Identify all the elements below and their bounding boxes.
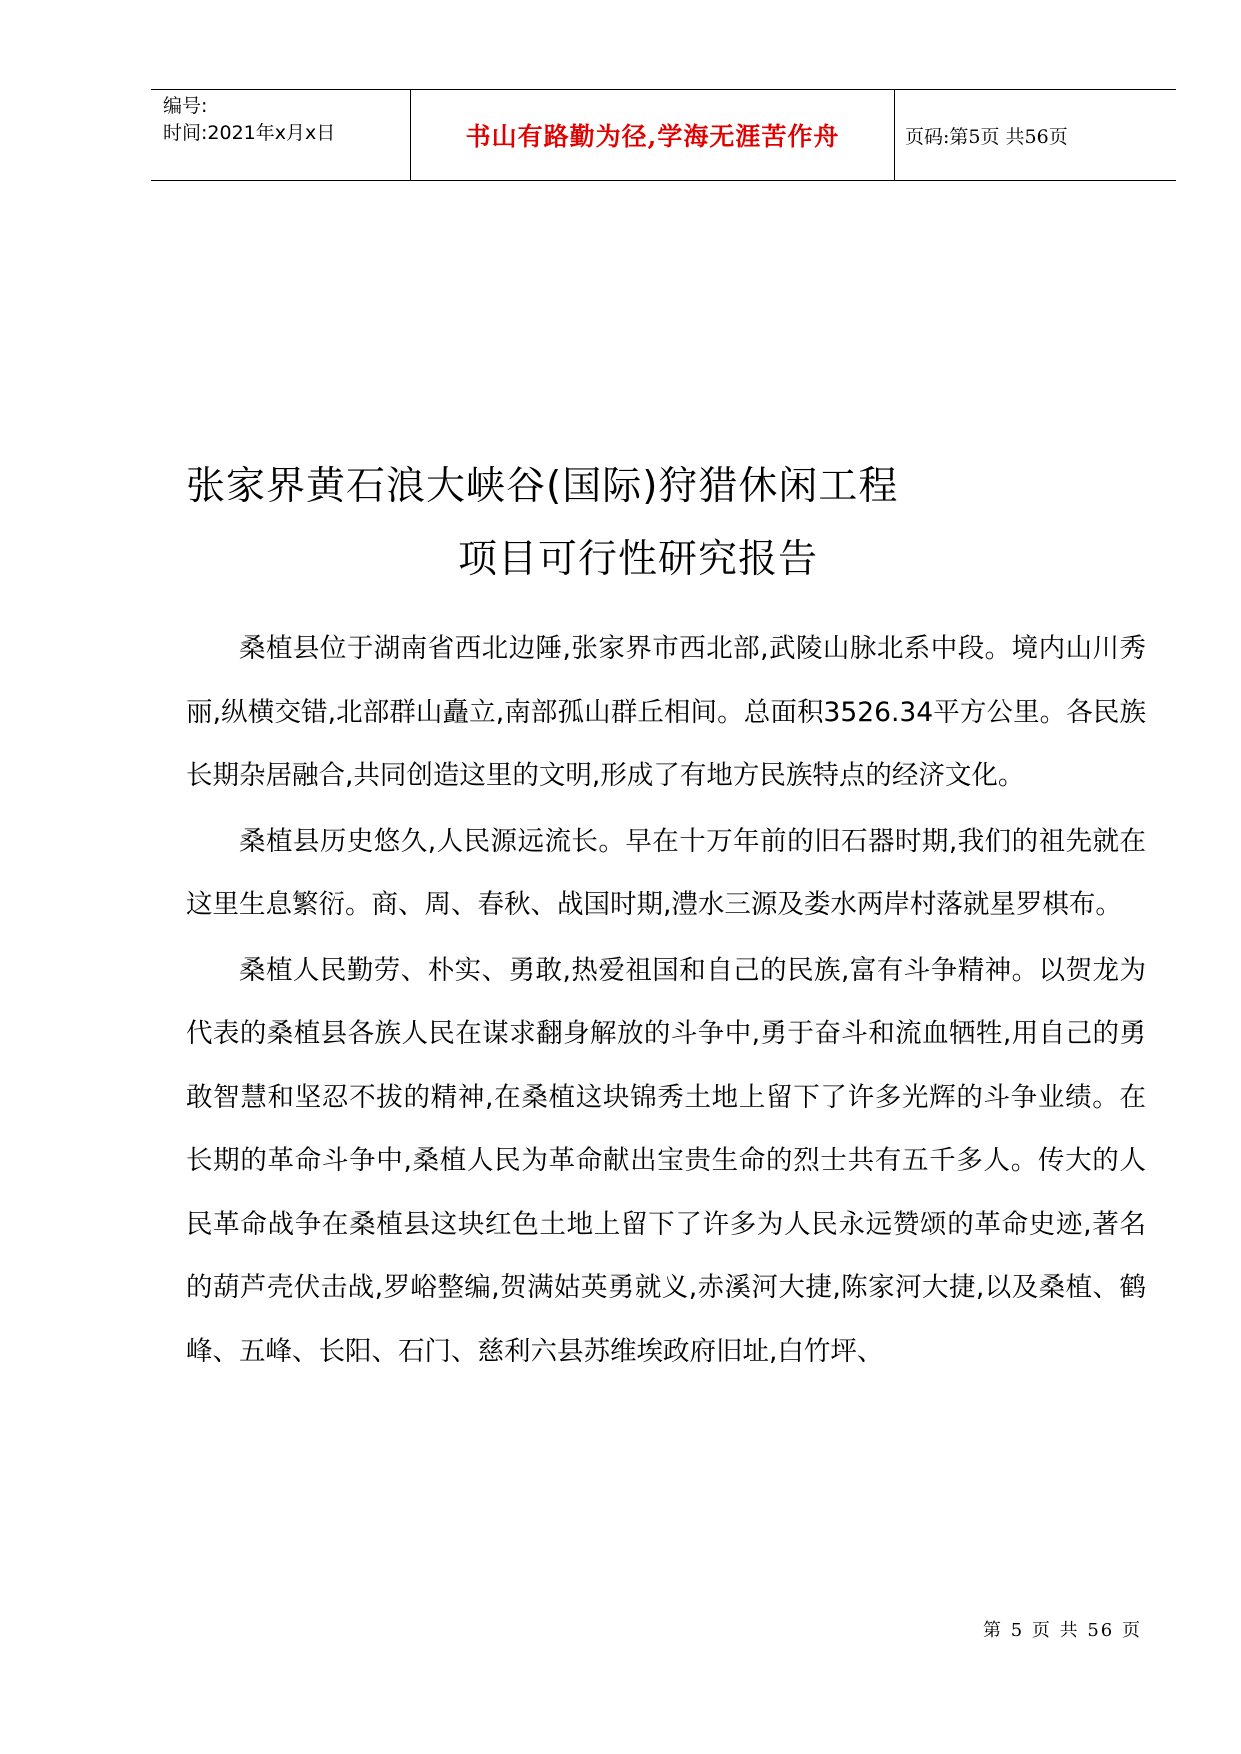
header-meta-cell	[151, 90, 411, 180]
page-footer: 第 5 页 共 56 页	[983, 1620, 1142, 1641]
document-title-line-1: 张家界黄石浪大峡谷(国际)狩猎休闲工程	[186, 464, 899, 509]
document-time-label: 时间:2021年x月x日	[163, 122, 336, 144]
paragraph: 桑植县历史悠久,人民源远流长。早在十万年前的旧石器时期,我们的祖先就在这里生息繁衍。商、周、春秋、战国时期,澧水三源及娄水两岸村落就星罗棋布。	[186, 825, 1146, 920]
paragraph: 桑植县位于湖南省西北边陲,张家界市西北部,武陵山脉北系中段。境内山川秀丽,纵横交错,北部群山矗立,南部孤山群丘相间。总面积3526.34平方公里。各民族长期杂居融合,共同创造这里的文明,形成了有地方民族特点的经济文化。	[186, 633, 1146, 791]
document-number-label: 编号:	[163, 95, 208, 117]
document-header	[151, 89, 1176, 181]
document-body	[186, 617, 1146, 1385]
document-title-line-2: 项目可行性研究报告	[458, 537, 819, 582]
paragraph: 桑植人民勤劳、朴实、勇敢,热爱祖国和自己的民族,富有斗争精神。以贺龙为代表的桑植县各族人民在谋求翻身解放的斗争中,勇于奋斗和流血牺牲,用自己的勇敢智慧和坚忍不拔的精神,在桑植这块锦秀土地上留下了许多光辉的斗争业绩。在长期的革命斗争中,桑植人民为革命献出宝贵生命的烈士共有五千多人。传大的人民革命战争在桑植县这块红色土地上留下了许多为人民永远赞颂的革命史迹,著名的葫芦壳伏击战,罗峪整编,贺满姑英勇就义,赤溪河大捷,陈家河大捷,以及桑植、鹤峰、五峰、长阳、石门、慈利六县苏维埃政府旧址,白竹坪、	[186, 954, 1146, 1367]
header-motto: 书山有路勤为径,学海无涯苦作舟	[411, 90, 895, 180]
header-page-info: 页码:第5页 共56页	[905, 125, 1068, 148]
